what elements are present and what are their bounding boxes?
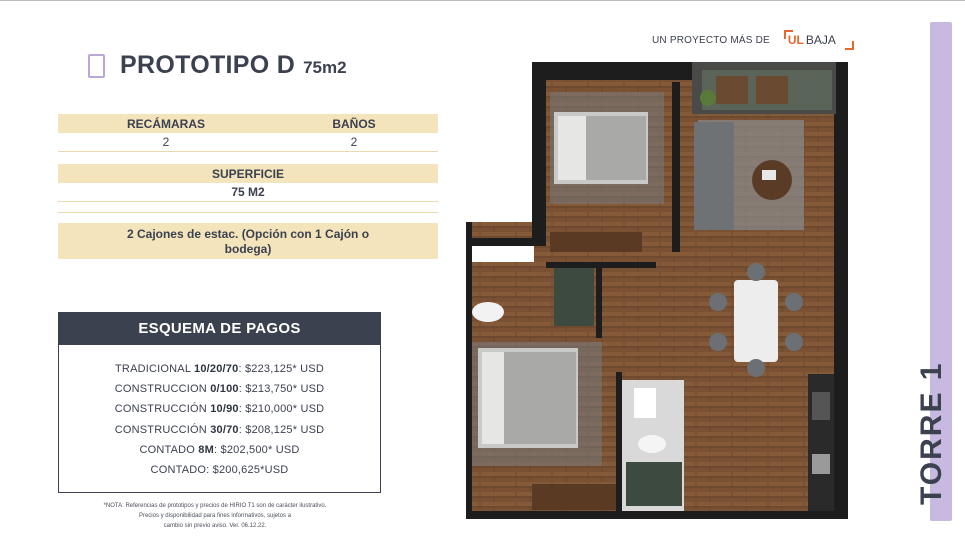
footnote-line-3: cambio sin previo aviso. Ver. 06.12.22. [163, 523, 267, 529]
payment-row: CONSTRUCCION 0/100: $213,750* USD [114, 383, 325, 396]
payments-title: ESQUEMA DE PAGOS [59, 313, 380, 345]
logo-corner-bottom-right [845, 41, 854, 50]
floor-plan-image [466, 62, 848, 519]
top-divider [0, 0, 965, 1]
title-square-icon [88, 54, 105, 78]
rooms-value-row [58, 133, 438, 152]
prototype-size: 75m2 [303, 58, 347, 77]
banos-value: 2 [350, 135, 358, 149]
superficie-value-row [58, 183, 438, 202]
payments-table [58, 312, 381, 493]
divider-line [58, 212, 438, 213]
brand-prefix: UN PROYECTO MÁS DE [652, 34, 770, 46]
torre-label: TORRE 1 [915, 361, 948, 505]
banos-label: BAÑOS [332, 117, 376, 131]
footnote [70, 501, 360, 531]
parking-text: 2 Cajones de estac. (Opción con 1 Cajón o bodega) [126, 227, 370, 256]
recamaras-label: RECÁMARAS [127, 117, 205, 131]
ul-baja-logo [784, 30, 854, 50]
payment-row: TRADICIONAL 10/20/70: $223,125* USD [115, 363, 324, 375]
rooms-header-row [58, 114, 438, 133]
prototype-name: PROTOTIPO D [120, 51, 296, 79]
brand-header [652, 30, 854, 50]
logo-ul: UL [787, 33, 804, 47]
payment-row: CONSTRUCCIÓN 10/90: $210,000* USD [114, 403, 325, 416]
payment-row: CONTADO: $200,625*USD [150, 463, 289, 476]
superficie-header-row [58, 164, 438, 183]
payment-row: CONSTRUCCIÓN 30/70: $208,125* USD [114, 423, 325, 436]
recamaras-value: 2 [162, 135, 170, 149]
superficie-value: 75 M2 [231, 185, 265, 199]
parking-box [58, 223, 438, 259]
superficie-label: SUPERFICIE [211, 167, 284, 181]
footnote-line-2: Precios y disponibilidad para fines informativos, sujetos a [138, 513, 292, 519]
footnote-line-1: *NOTA: Referencias de prototipos y precios de HIRIO T1 son de carácter ilustrativo. [103, 503, 327, 509]
payment-row: CONTADO 8M: $202,500* USD [139, 443, 300, 456]
logo-baja: BAJA [805, 33, 836, 47]
page-title [88, 51, 347, 80]
